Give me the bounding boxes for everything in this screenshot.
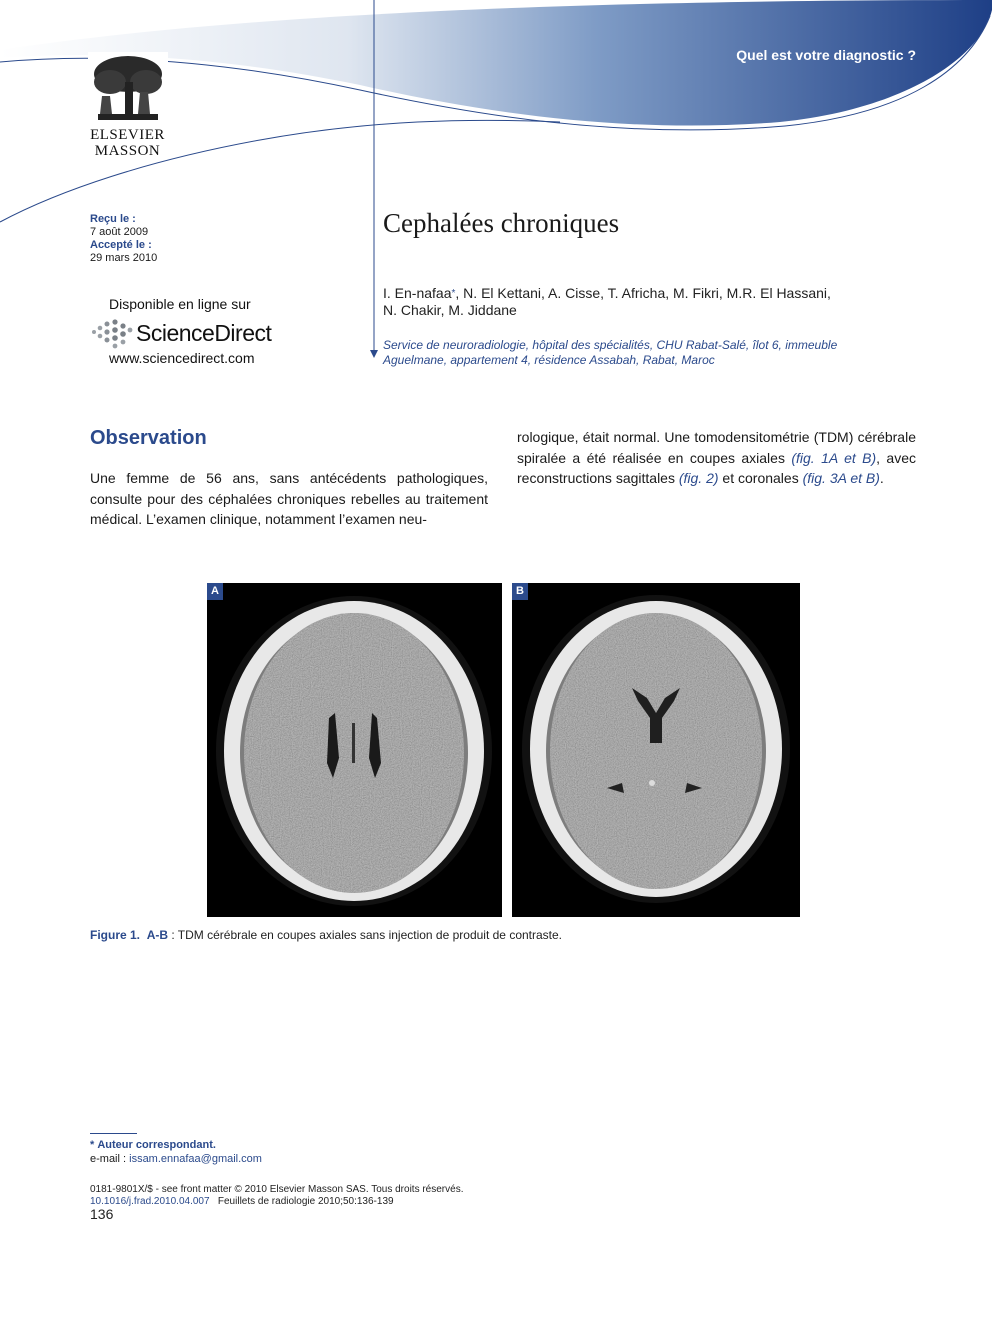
publisher-name-line2: MASSON <box>94 143 161 159</box>
accepted-date: 29 mars 2010 <box>90 252 158 264</box>
publisher-logo <box>80 52 175 158</box>
author-list <box>383 285 903 319</box>
caption-text: : TDM cérébrale en coupes axiales sans injection de produit de contraste. <box>168 928 563 942</box>
tree-logo-icon <box>88 52 168 122</box>
received-label: Reçu le : <box>90 213 136 225</box>
sciencedirect-dots-icon <box>88 318 134 350</box>
co-authors-line2: N. Chakir, M. Jiddane <box>383 302 517 318</box>
accepted-label: Accepté le : <box>90 239 152 251</box>
figure-caption <box>90 928 562 942</box>
figure-ref-1ab[interactable]: (fig. 1A et B) <box>791 449 877 466</box>
article-dates <box>90 213 157 265</box>
caption-panels: A-B <box>146 928 169 942</box>
footnote <box>90 1138 262 1166</box>
sciencedirect-url[interactable]: www.sciencedirect.com <box>109 350 255 366</box>
doi-link[interactable]: 10.1016/j.frad.2010.04.007 <box>90 1196 210 1207</box>
ct-image-panel-b <box>512 583 800 917</box>
article-title: Cephalées chroniques <box>383 208 620 238</box>
corresponding-author-label: Auteur correspondant. <box>97 1139 216 1151</box>
ct-scan-axial-a <box>207 583 502 917</box>
first-author: I. En-nafaa <box>383 285 452 301</box>
panel-label-b: B <box>512 583 528 600</box>
legal-block <box>90 1184 463 1208</box>
issn-copyright-line: 0181-9801X/$ - see front matter © 2010 Elsevier Masson SAS. Tous droits réservés. <box>90 1184 464 1195</box>
sciencedirect-block[interactable] <box>88 296 288 366</box>
figure-label: Figure 1. <box>90 928 141 942</box>
col2-text-a: rologique, était normal. Une tomodensitométrie (TDM) cérébrale spiralée a été réalisée en coupes axiales <box>517 429 916 466</box>
publisher-name-line1: ELSEVIER <box>90 127 165 143</box>
panel-label-a: A <box>207 583 223 600</box>
journal-citation: Feuillets de radiologie 2010;50:136-139 <box>217 1196 394 1207</box>
author-email-link[interactable]: issam.ennafaa@gmail.com <box>129 1153 262 1165</box>
footnote-rule <box>90 1133 137 1134</box>
ct-image-panel-a <box>207 583 502 917</box>
sciencedirect-brand: ScienceDirect <box>136 320 272 346</box>
section-tag: Quel est votre diagnostic ? <box>736 47 916 63</box>
figure-ref-2[interactable]: (fig. 2) <box>678 470 719 486</box>
col2-text-c: et coronales <box>718 470 803 486</box>
col2-text-d: . <box>879 470 884 486</box>
observation-text-col2 <box>517 427 916 489</box>
col2-text-b: , avec reconstructions sagittales <box>517 449 916 486</box>
affiliation: Service de neuroradiologie, hôpital des spécialités, CHU Rabat-Salé, îlot 6, immeuble Aguelmane, appartement 4, résidence Assabah, Rabat, Maroc <box>383 338 838 367</box>
sciencedirect-available-text: Disponible en ligne sur <box>109 296 251 312</box>
email-label: e-mail : <box>90 1153 130 1165</box>
co-authors-line1: , N. El Kettani, A. Cisse, T. Africha, M. Fikri, M.R. El Hassani, <box>455 285 831 301</box>
figure-ref-3ab[interactable]: (fig. 3A et B) <box>802 470 880 486</box>
footnote-star: * <box>90 1139 95 1151</box>
received-date: 7 août 2009 <box>90 226 149 238</box>
page-number: 136 <box>90 1206 114 1222</box>
observation-text-col1: Une femme de 56 ans, sans antécédents pathologiques, consulte pour des céphalées chroniques rebelles au traitement médical. L’examen clinique, notamment l’examen neu- <box>90 470 488 527</box>
ct-scan-axial-b <box>512 583 800 917</box>
corresponding-author-marker[interactable]: * <box>451 288 456 299</box>
section-heading-observation: Observation <box>90 427 207 449</box>
